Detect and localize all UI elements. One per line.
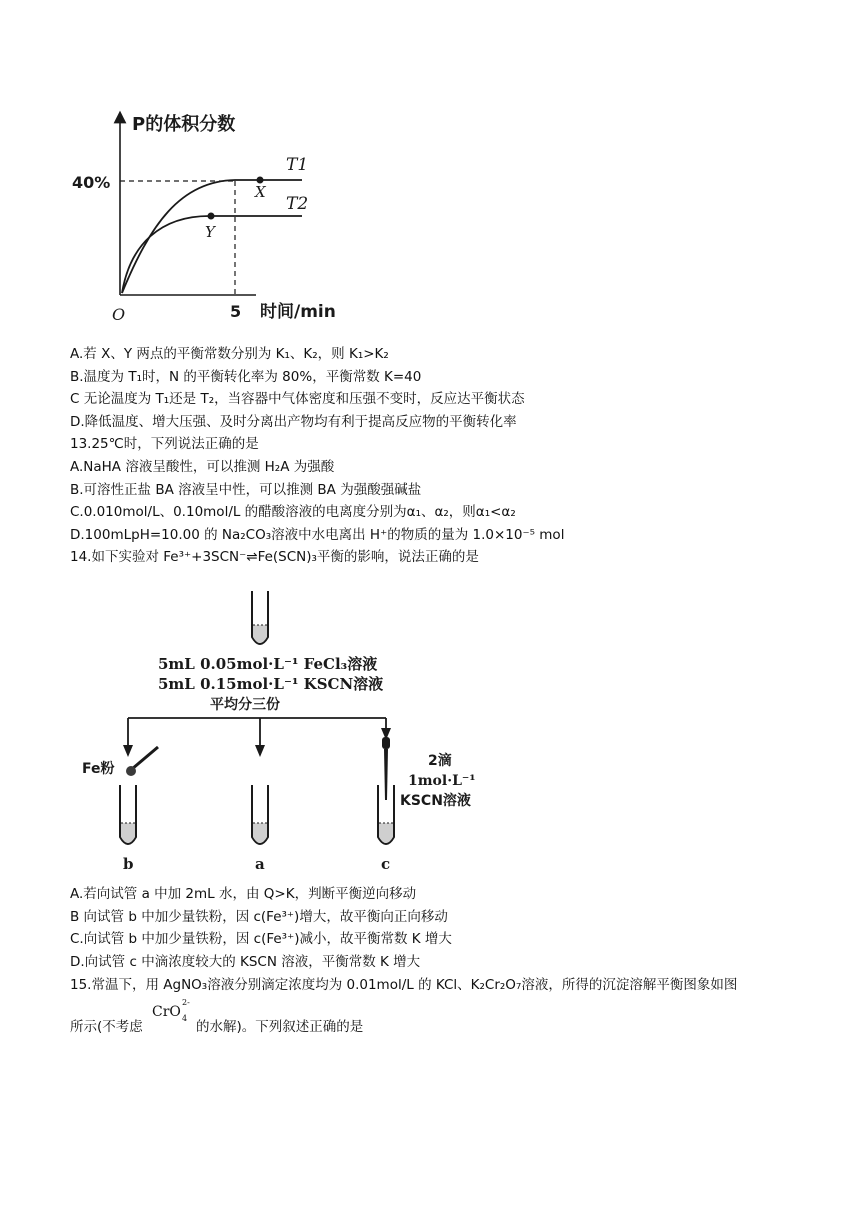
q13-option-a: A.NaHA 溶液呈酸性，可以推测 H₂A 为强酸 bbox=[70, 459, 335, 475]
tube-label-a: a bbox=[255, 855, 265, 873]
chromate-main: CrO bbox=[152, 1004, 181, 1020]
point-y-label: Y bbox=[205, 223, 215, 241]
series-label-t2: T2 bbox=[286, 194, 309, 214]
tube-label-b: b bbox=[123, 855, 134, 873]
chromate-charge: 2- bbox=[182, 998, 190, 1007]
q14-option-d: D.向试管 c 中滴浓度较大的 KSCN 溶液，平衡常数 K 增大 bbox=[70, 954, 421, 970]
test-tube-a bbox=[252, 785, 268, 844]
point-x-label: X bbox=[255, 183, 266, 201]
dropper-icon bbox=[382, 737, 390, 800]
x-axis-label: 时间/min bbox=[260, 302, 336, 322]
q12-option-a: A.若 X、Y 两点的平衡常数分别为 K₁、K₂，则 K₁>K₂ bbox=[70, 346, 389, 362]
chromate-formula bbox=[152, 998, 190, 1023]
q14-stem: 14.如下实验对 Fe³⁺+3SCN⁻⇌Fe(SCN)₃平衡的影响，说法正确的是 bbox=[70, 549, 479, 565]
drops-label-1: 2滴 bbox=[428, 753, 452, 769]
source-test-tube bbox=[252, 591, 268, 644]
q13-stem: 13.25℃时，下列说法正确的是 bbox=[70, 436, 259, 452]
spatula-icon bbox=[126, 747, 158, 776]
test-tube-b bbox=[120, 785, 136, 844]
y-tick-label: 40% bbox=[72, 173, 111, 192]
diagram-line-1: 5mL 0.05mol·L⁻¹ FeCl₃溶液 bbox=[158, 655, 378, 673]
q13-option-b: B.可溶性正盐 BA 溶液呈中性，可以推测 BA 为强酸强碱盐 bbox=[70, 482, 422, 498]
q13-option-c: C.0.010mol/L、0.10mol/L 的醋酸溶液的电离度分别为α₁、α₂，则α₁<α₂ bbox=[70, 504, 516, 520]
q12-option-c: C 无论温度为 T₁还是 T₂，当容器中气体密度和压强不变时，反应达平衡状态 bbox=[70, 391, 525, 407]
y-axis-label: P的体积分数 bbox=[132, 114, 236, 135]
q14-option-a: A.若向试管 a 中加 2mL 水，由 Q>K，判断平衡逆向移动 bbox=[70, 886, 417, 902]
series-label-t1: T1 bbox=[286, 155, 309, 175]
diagram-split-label: 平均分三份 bbox=[210, 697, 280, 713]
x-tick-label: 5 bbox=[230, 302, 242, 321]
point-y bbox=[208, 213, 215, 220]
origin-label: O bbox=[112, 305, 126, 324]
q14-option-c: C.向试管 b 中加少量铁粉，因 c(Fe³⁺)减小，故平衡常数 K 增大 bbox=[70, 931, 452, 947]
drops-label-2: 1mol·L⁻¹ bbox=[408, 773, 476, 789]
fe-powder-label: Fe粉 bbox=[82, 761, 115, 777]
q15-line-2b: 的水解)。下列叙述正确的是 bbox=[196, 1019, 364, 1035]
q15-line-1: 15.常温下，用 AgNO₃溶液分别滴定浓度均为 0.01mol/L 的 KCl、K₂Cr₂O₇溶液，所得的沉淀溶解平衡图象如图 bbox=[70, 977, 738, 993]
tube-label-c: c bbox=[381, 855, 391, 873]
experiment-diagram bbox=[70, 585, 500, 875]
chromate-subscript: 4 bbox=[182, 1014, 188, 1023]
q14-option-b: B 向试管 b 中加少量铁粉，因 c(Fe³⁺)增大，故平衡向正向移动 bbox=[70, 909, 448, 925]
diagram-line-2: 5mL 0.15mol·L⁻¹ KSCN溶液 bbox=[158, 675, 384, 693]
q15-line-2a: 所示(不考虑 bbox=[70, 1019, 143, 1035]
drops-label-3: KSCN溶液 bbox=[400, 793, 471, 809]
q12-option-d: D.降低温度、增大压强、及时分离出产物均有利于提高反应物的平衡转化率 bbox=[70, 414, 517, 430]
equilibrium-chart bbox=[70, 105, 370, 330]
q12-option-b: B.温度为 T₁时，N 的平衡转化率为 80%，平衡常数 K=40 bbox=[70, 369, 422, 385]
q13-option-d: D.100mLpH=10.00 的 Na₂CO₃溶液中水电离出 H⁺的物质的量为 1.0×10⁻⁵ mol bbox=[70, 527, 565, 543]
